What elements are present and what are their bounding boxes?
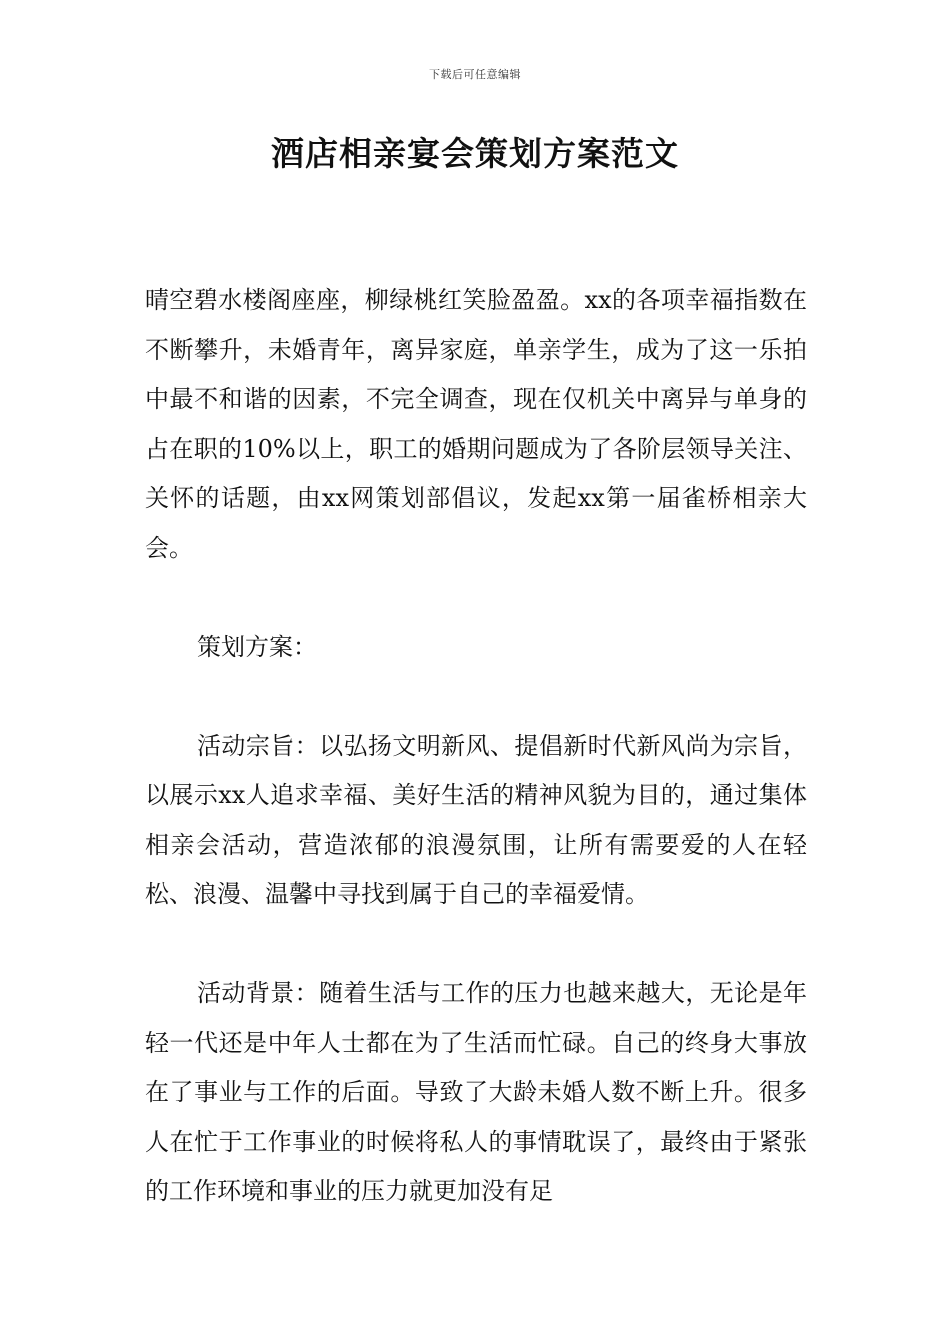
header-note: 下载后可任意编辑 xyxy=(429,68,521,81)
paragraph-purpose: 活动宗旨：以弘扬文明新风、提倡新时代新风尚为宗旨，以展示xx人追求幸福、美好生活的精神风貌为目的，通过集体相亲会活动，营造浓郁的浪漫氛围，让所有需要爱的人在轻松、浪漫、温馨中寻找到属于自己的幸福爱情。 xyxy=(145,731,807,908)
paragraph-background: 活动背景：随着生活与工作的压力也越来越大，无论是年轻一代还是中年人士都在为了生活而忙碌。自己的终身大事放在了事业与工作的后面。导致了大龄未婚人数不断上升。很多人在忙于工作事业的时候将私人的事情耽误了，最终由于紧张的工作环境和事业的压力就更加没有足 xyxy=(145,979,807,1205)
document-title: 酒店相亲宴会策划方案范文 xyxy=(271,134,679,173)
document-body xyxy=(145,276,807,1217)
paragraph-intro: 晴空碧水楼阁座座，柳绿桃红笑脸盈盈。xx的各项幸福指数在不断攀升，未婚青年，离异家庭，单亲学生，成为了这一乐拍中最不和谐的因素，不完全调查，现在仅机关中离异与单身的占在职的10%以上，职工的婚期问题成为了各阶层领导关注、关怀的话题，由xx网策划部倡议，发起xx第一届雀桥相亲大会。 xyxy=(145,286,807,562)
paragraph-plan-heading: 策划方案： xyxy=(197,632,317,661)
